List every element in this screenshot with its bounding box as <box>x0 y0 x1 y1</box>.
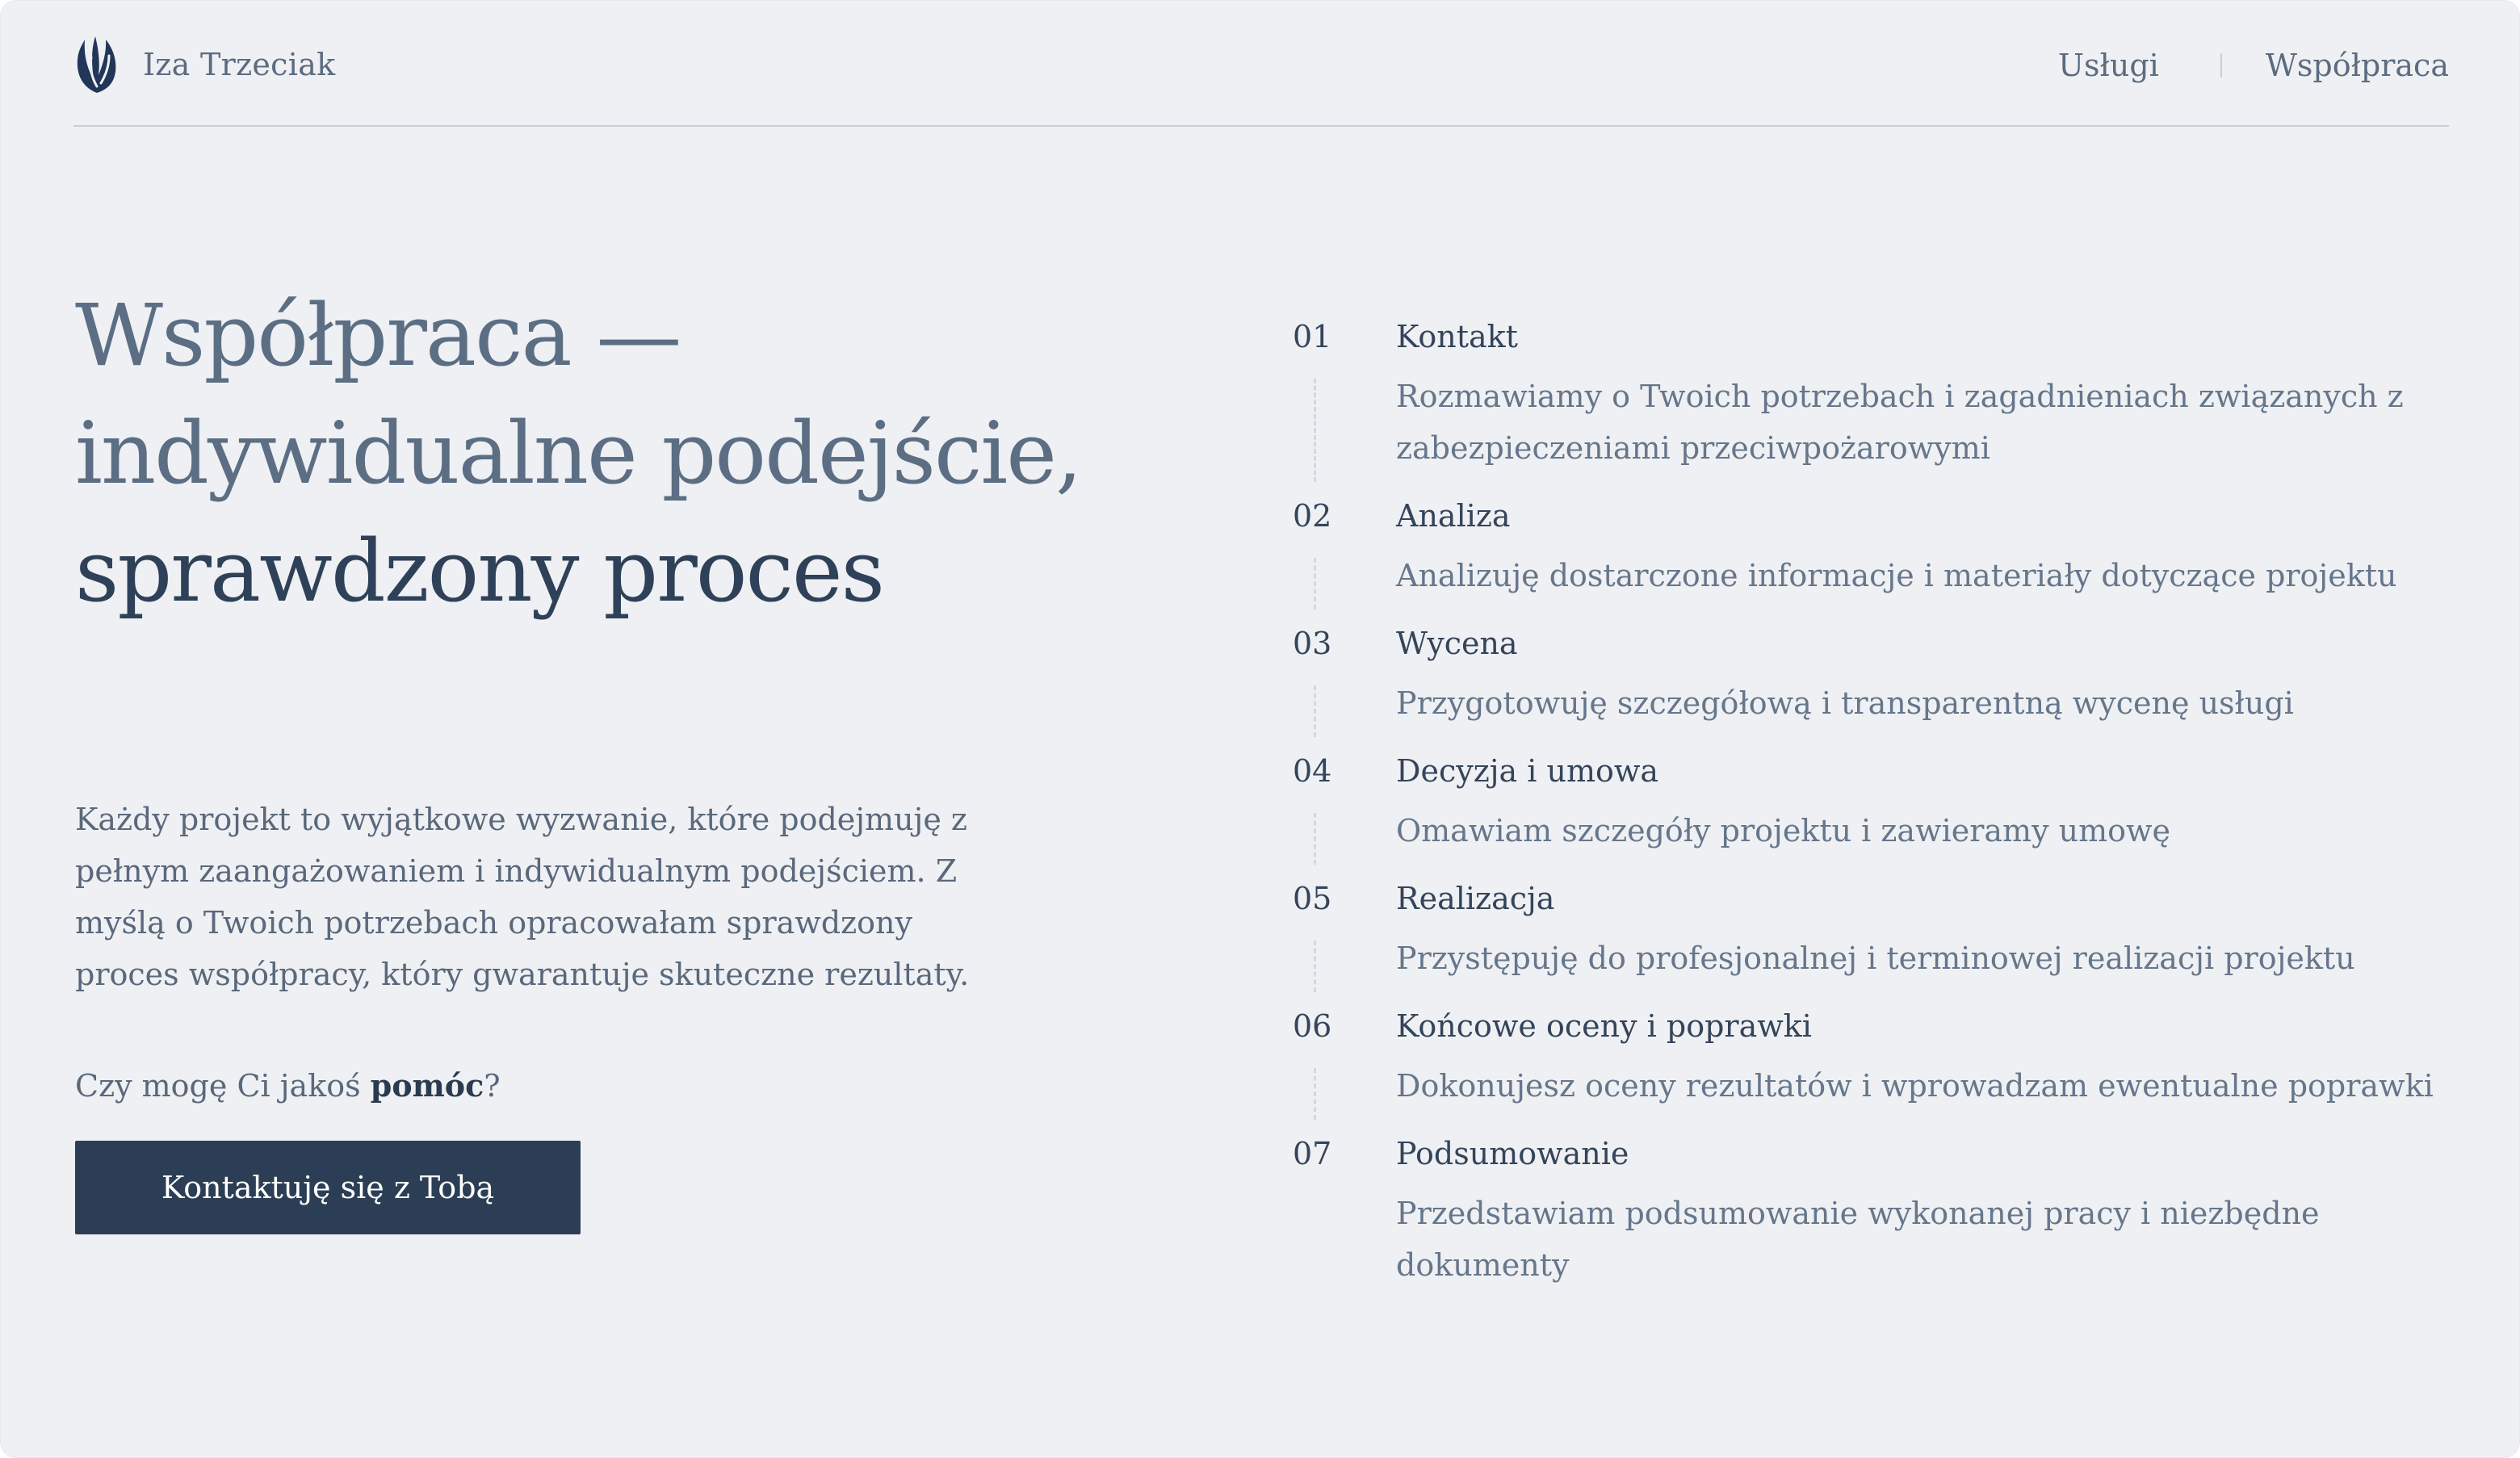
step-number: 06 <box>1293 1008 1332 1044</box>
help-suffix: ? <box>484 1068 501 1104</box>
step-number: 07 <box>1293 1136 1332 1171</box>
process-step <box>1293 490 2455 618</box>
process-steps <box>1293 311 2455 1307</box>
step-number: 05 <box>1293 881 1332 916</box>
step-description: Analizuję dostarczone informacje i materiały dotyczące projektu <box>1396 558 2397 593</box>
step-title: Realizacja <box>1396 881 1555 916</box>
nav-link-uslugi[interactable]: Usługi <box>2058 48 2159 83</box>
step-number: 03 <box>1293 626 1332 661</box>
brand-link[interactable] <box>73 35 336 94</box>
step-connector <box>1314 558 1316 610</box>
nav-divider <box>2220 53 2222 78</box>
step-number: 04 <box>1293 753 1332 789</box>
step-body <box>1396 490 2455 618</box>
contact-button[interactable]: Kontaktuję się z Tobą <box>75 1141 581 1234</box>
step-description: Przystępuję do profesjonalnej i terminowej realizacji projektu <box>1396 941 2355 976</box>
flame-leaf-logo-icon <box>73 35 120 94</box>
step-description: Dokonujesz oceny rezultatów i wprowadzam ewentualne poprawki <box>1396 1068 2434 1104</box>
step-connector <box>1314 685 1316 737</box>
page-title-light: Współpraca — indywidualne podejście, <box>75 286 1081 503</box>
step-title: Podsumowanie <box>1396 1136 1629 1171</box>
step-title: Analiza <box>1396 498 1511 534</box>
step-connector <box>1314 941 1316 992</box>
help-emphasis: pomóc <box>370 1067 484 1104</box>
step-body <box>1396 618 2455 745</box>
process-step <box>1293 1128 2455 1307</box>
step-connector <box>1314 813 1316 865</box>
help-prefix: Czy mogę Ci jakoś <box>75 1068 371 1104</box>
step-body <box>1396 311 2455 490</box>
step-title: Kontakt <box>1396 319 1518 354</box>
process-step <box>1293 873 2455 1000</box>
step-number: 01 <box>1293 319 1332 354</box>
step-description: Przygotowuję szczegółową i transparentną wycenę usługi <box>1396 685 2294 721</box>
step-title: Wycena <box>1396 626 1518 661</box>
step-connector <box>1314 379 1316 482</box>
step-connector <box>1314 1068 1316 1120</box>
process-step <box>1293 618 2455 745</box>
intro-paragraph: Każdy projekt to wyjątkowe wyzwanie, które podejmuję z pełnym zaangażowaniem i indywidualnym podejściem. Z myślą o Twoich potrzebach opracowałam sprawdzony proces współpracy, który gwarantuje skuteczne rezultaty. <box>75 802 970 992</box>
nav-link-wspolpraca[interactable]: Współpraca <box>2265 48 2449 83</box>
step-body <box>1396 1128 2455 1307</box>
step-body <box>1396 873 2455 1000</box>
step-title: Decyzja i umowa <box>1396 753 1659 789</box>
step-description: Przedstawiam podsumowanie wykonanej pracy i niezbędne dokumenty <box>1396 1196 2320 1283</box>
process-step <box>1293 745 2455 873</box>
process-step <box>1293 311 2455 490</box>
step-number: 02 <box>1293 498 1332 534</box>
site-header <box>73 1 2449 127</box>
page-title <box>75 277 1141 631</box>
step-description: Rozmawiamy o Twoich potrzebach i zagadnieniach związanych z zabezpieczeniami przeciwpożarowymi <box>1396 379 2404 466</box>
step-title: Końcowe oceny i poprawki <box>1396 1008 1812 1044</box>
step-body <box>1396 745 2455 873</box>
help-question <box>75 1060 501 1112</box>
page-title-strong: sprawdzony proces <box>75 522 884 621</box>
process-step <box>1293 1000 2455 1128</box>
brand-name: Iza Trzeciak <box>143 47 336 82</box>
step-description: Omawiam szczegóły projektu i zawieramy umowę <box>1396 813 2171 848</box>
step-body <box>1396 1000 2455 1128</box>
main-nav <box>2058 43 2449 88</box>
